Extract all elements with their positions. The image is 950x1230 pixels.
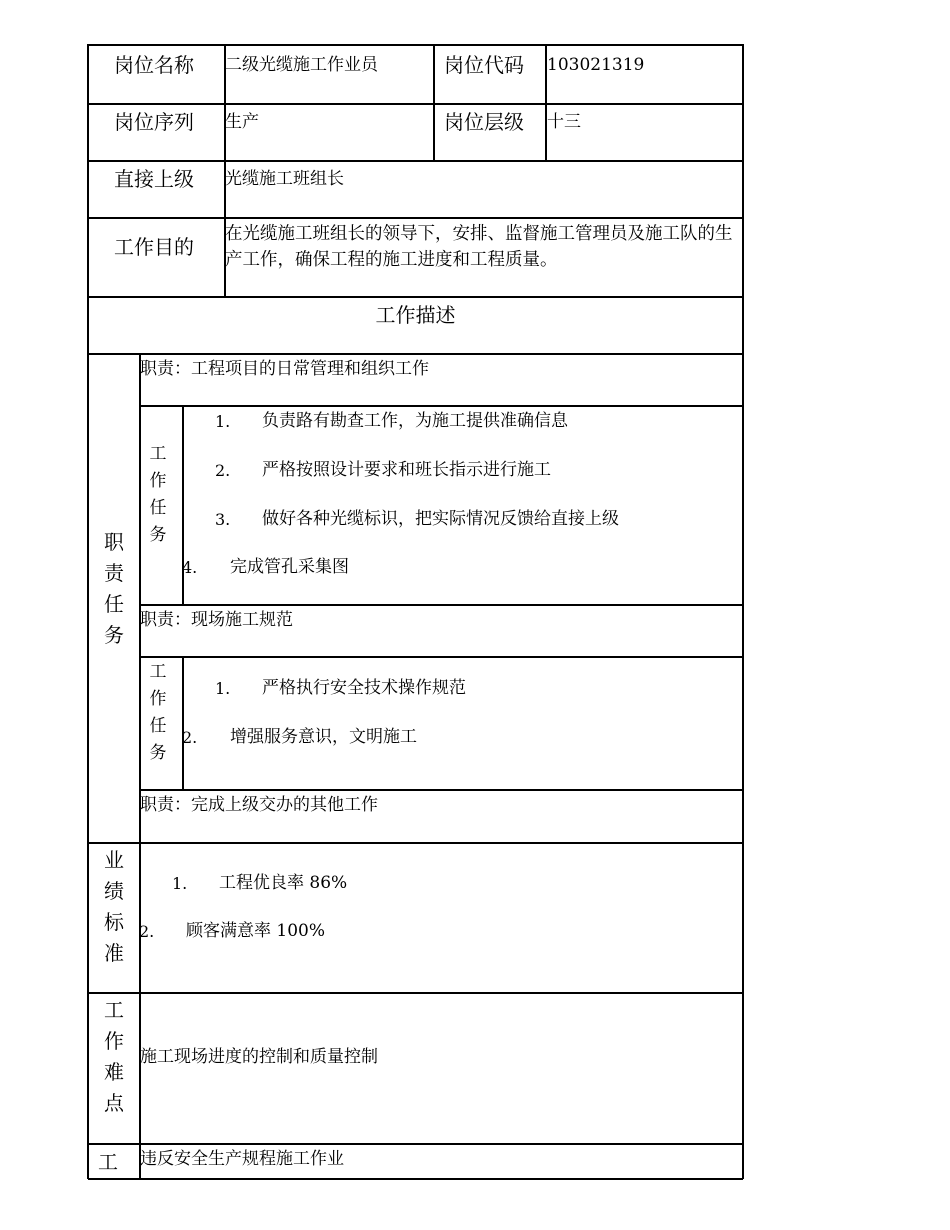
duty1-title: 职责：工程项目的日常管理和组织工作 <box>140 359 429 379</box>
char: 任 <box>149 498 167 518</box>
task-number: 1. <box>215 679 231 698</box>
char: 责 <box>104 561 124 585</box>
char: 工 <box>104 998 124 1022</box>
char: 务 <box>149 743 167 763</box>
difficulty-text: 施工现场进度的控制和质量控制 <box>140 1047 378 1067</box>
task-number: 3. <box>215 510 231 529</box>
task-text: 做好各种光缆标识，把实际情况反馈给直接上级 <box>262 509 619 529</box>
supervisor-value: 光缆施工班组长 <box>225 169 344 189</box>
performance-label <box>102 845 126 969</box>
char: 任 <box>149 716 167 736</box>
char: 务 <box>149 525 167 545</box>
item-number: 2. <box>139 922 155 941</box>
task-text: 严格按照设计要求和班长指示进行施工 <box>262 460 551 480</box>
duty1-task-label <box>148 441 168 549</box>
char: 作 <box>104 1029 124 1053</box>
task-number: 1. <box>215 412 231 431</box>
last-row-text: 违反安全生产规程施工作业 <box>140 1149 344 1169</box>
duty2-task-label <box>148 659 168 767</box>
position-code-label: 岗位代码 <box>444 53 524 77</box>
char: 准 <box>104 941 124 965</box>
char: 点 <box>104 1091 124 1115</box>
task-number: 2. <box>182 728 198 747</box>
char: 务 <box>104 623 124 647</box>
char: 作 <box>149 471 167 491</box>
char: 工 <box>149 444 167 464</box>
purpose-value: 在光缆施工班组长的领导下，安排、监督施工管理员及施工队的生产工作，确保工程的施工进度和工程质量。 <box>225 224 733 270</box>
sequence-value: 生产 <box>225 112 259 132</box>
char: 工 <box>149 662 167 682</box>
item-text: 工程优良率 86% <box>219 873 348 893</box>
task-text: 增强服务意识，文明施工 <box>230 727 417 747</box>
difficulty-label <box>102 995 126 1119</box>
position-code-value: 103021319 <box>547 55 645 75</box>
item-text: 顾客满意率 100% <box>186 921 326 941</box>
supervisor-label: 直接上级 <box>114 167 194 191</box>
position-name-label: 岗位名称 <box>114 53 194 77</box>
responsibilities-section-label <box>102 527 126 651</box>
char: 作 <box>149 689 167 709</box>
char: 绩 <box>104 879 124 903</box>
level-label: 岗位层级 <box>444 110 524 134</box>
duty2-title: 职责：现场施工规范 <box>140 610 293 630</box>
char: 标 <box>104 910 124 934</box>
item-number: 1. <box>172 874 188 893</box>
char: 职 <box>104 530 124 554</box>
purpose-label: 工作目的 <box>114 235 194 259</box>
char: 任 <box>104 592 124 616</box>
task-text: 负责路有勘查工作，为施工提供准确信息 <box>262 411 568 431</box>
duty3-title: 职责：完成上级交办的其他工作 <box>140 795 378 815</box>
level-value: 十三 <box>547 112 581 132</box>
task-text: 完成管孔采集图 <box>230 557 349 577</box>
last-row-label: 工 <box>98 1150 118 1174</box>
position-name-value: 二级光缆施工作业员 <box>225 55 378 75</box>
work-description-title: 工作描述 <box>375 303 456 327</box>
task-number: 4. <box>182 558 198 577</box>
task-text: 严格执行安全技术操作规范 <box>262 678 466 698</box>
sequence-label: 岗位序列 <box>114 110 194 134</box>
char: 难 <box>104 1060 124 1084</box>
task-number: 2. <box>215 461 231 480</box>
char: 业 <box>104 848 124 872</box>
